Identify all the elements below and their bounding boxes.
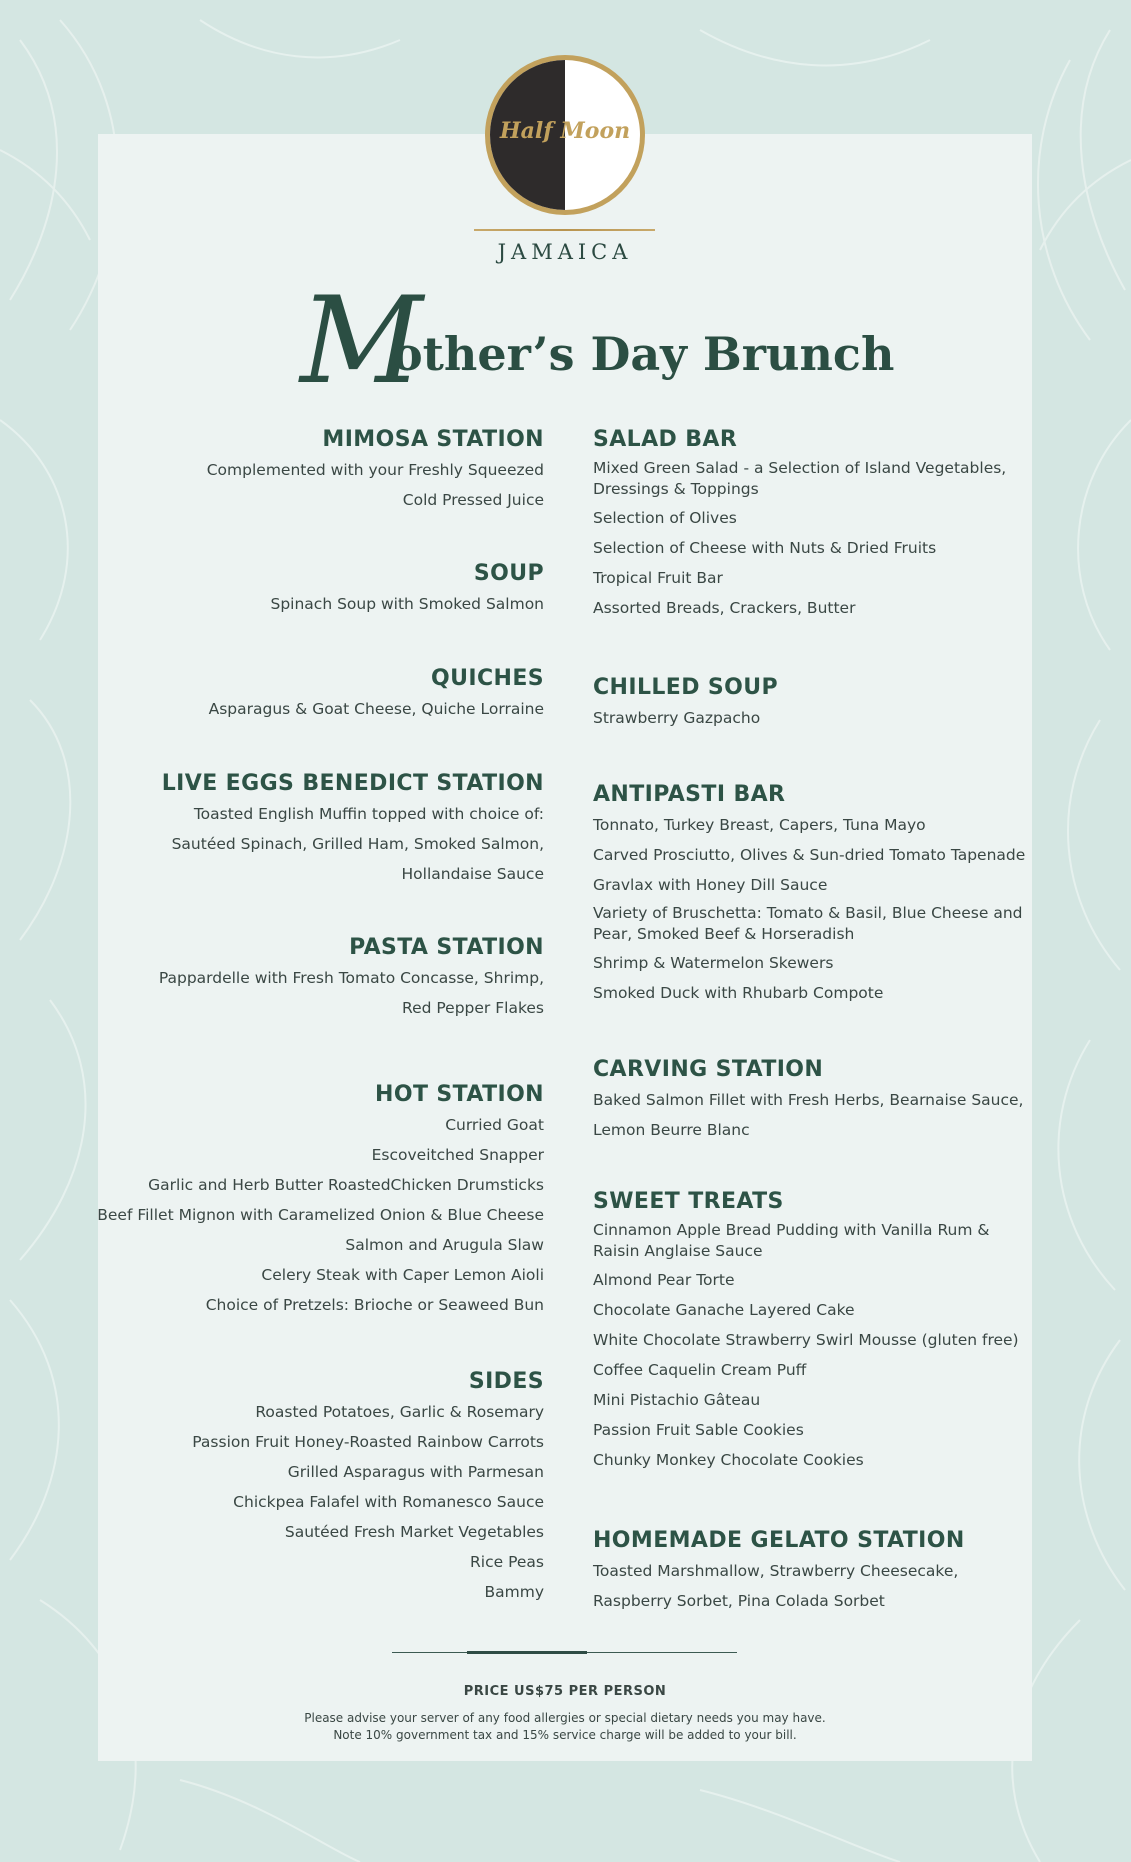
menu-item: Grilled Asparagus with Parmesan — [287, 1463, 544, 1481]
menu-item: Almond Pear Torte — [593, 1271, 735, 1289]
menu-item: Cold Pressed Juice — [402, 491, 544, 509]
section-title: SALAD BAR — [593, 427, 738, 452]
section-sweet-treats — [593, 1188, 1033, 1478]
menu-item: Roasted Potatoes, Garlic & Rosemary — [255, 1403, 544, 1421]
section-soup — [84, 560, 544, 622]
section-quiches — [84, 665, 544, 727]
menu-item: Pappardelle with Fresh Tomato Concasse, Shrimp, — [158, 969, 544, 987]
menu-item: Hollandaise Sauce — [401, 865, 544, 883]
menu-item: Red Pepper Flakes — [402, 999, 544, 1017]
menu-item: Selection of Olives — [593, 509, 737, 527]
section-live-eggs-benedict-station — [84, 770, 544, 892]
menu-item: Smoked Duck with Rhubarb Compote — [593, 984, 884, 1002]
menu-item: Complemented with your Freshly Squeezed — [206, 461, 544, 479]
section-carving-station — [593, 1056, 1033, 1148]
section-title: CHILLED SOUP — [593, 675, 779, 700]
section-title: PASTA STATION — [349, 935, 544, 960]
menu-item: Gravlax with Honey Dill Sauce — [593, 876, 828, 894]
section-pasta-station — [84, 934, 544, 1026]
menu-item: Raspberry Sorbet, Pina Colada Sorbet — [593, 1592, 885, 1610]
menu-item: Chunky Monkey Chocolate Cookies — [593, 1451, 864, 1469]
section-title: SOUP — [473, 561, 544, 586]
menu-item: Lemon Beurre Blanc — [593, 1121, 750, 1139]
section-title: QUICHES — [431, 666, 544, 691]
right-column — [593, 0, 1043, 1862]
section-chilled-soup — [593, 674, 1033, 736]
menu-item: Coffee Caquelin Cream Puff — [593, 1361, 807, 1379]
menu-item: Baked Salmon Fillet with Fresh Herbs, Bearnaise Sauce, — [593, 1091, 1024, 1109]
footer-divider-accent — [467, 1651, 587, 1654]
menu-item: Bammy — [484, 1583, 544, 1601]
section-title: ANTIPASTI BAR — [593, 782, 786, 807]
title-script-letter: M — [300, 272, 423, 411]
menu-item: Asparagus & Goat Cheese, Quiche Lorraine — [208, 700, 544, 718]
menu-item: Tropical Fruit Bar — [593, 569, 723, 587]
section-hot-station — [74, 1081, 544, 1323]
menu-item: Mixed Green Salad - a Selection of Island Vegetables, Dressings & Toppings — [593, 459, 1007, 498]
menu-item: Selection of Cheese with Nuts & Dried Fruits — [593, 539, 937, 557]
menu-item: Chickpea Falafel with Romanesco Sauce — [233, 1493, 544, 1511]
section-title: HOMEMADE GELATO STATION — [593, 1528, 965, 1553]
menu-item: Carved Prosciutto, Olives & Sun-dried Tomato Tapenade — [593, 846, 1026, 864]
menu-item: Rice Peas — [470, 1553, 544, 1571]
menu-item: Passion Fruit Sable Cookies — [593, 1421, 804, 1439]
menu-item: Escoveitched Snapper — [371, 1146, 544, 1164]
price-label: PRICE US$75 PER PERSON — [463, 1684, 667, 1699]
menu-item: Assorted Breads, Crackers, Butter — [593, 599, 856, 617]
menu-item: Toasted Marshmallow, Strawberry Cheesecake, — [593, 1562, 959, 1580]
menu-item: Celery Steak with Caper Lemon Aioli — [261, 1266, 544, 1284]
menu-item: Beef Fillet Mignon with Caramelized Onion & Blue Cheese — [97, 1206, 544, 1224]
menu-item: White Chocolate Strawberry Swirl Mousse (gluten free) — [593, 1331, 1019, 1349]
section-antipasti-bar — [593, 781, 1033, 1011]
menu-item: Tonnato, Turkey Breast, Capers, Tuna Mayo — [593, 816, 926, 834]
section-salad-bar — [593, 426, 1033, 626]
menu-item: Sautéed Fresh Market Vegetables — [284, 1523, 544, 1541]
logo-text: Half Moon — [499, 118, 631, 144]
section-title: HOT STATION — [375, 1082, 544, 1107]
section-sides — [84, 1368, 544, 1610]
section-title: CARVING STATION — [593, 1057, 824, 1082]
menu-item: Curried Goat — [445, 1116, 544, 1134]
menu-item: Chocolate Ganache Layered Cake — [593, 1301, 855, 1319]
allergy-note: Please advise your server of any food allergies or special dietary needs you may have. — [304, 1711, 826, 1725]
tax-note: Note 10% government tax and 15% service charge will be added to your bill. — [333, 1728, 797, 1742]
section-title: LIVE EGGS BENEDICT STATION — [161, 771, 544, 796]
menu-item: Spinach Soup with Smoked Salmon — [270, 595, 544, 613]
title-text: other’s Day Brunch — [392, 327, 895, 381]
menu-item: Sautéed Spinach, Grilled Ham, Smoked Salmon, — [171, 835, 544, 853]
menu-item: Strawberry Gazpacho — [593, 709, 761, 727]
menu-item: Passion Fruit Honey-Roasted Rainbow Carrots — [192, 1433, 544, 1451]
section-title: MIMOSA STATION — [322, 427, 544, 452]
location-label: JAMAICA — [497, 240, 633, 264]
left-column — [84, 0, 544, 1862]
menu-item: Variety of Bruschetta: Tomato & Basil, Blue Cheese and Pear, Smoked Beef & Horseradish — [593, 904, 1023, 943]
section-mimosa-station — [84, 426, 544, 518]
menu-item: Toasted English Muffin topped with choice of: — [193, 805, 544, 823]
section-homemade-gelato-station — [593, 1527, 1033, 1619]
section-title: SWEET TREATS — [593, 1189, 784, 1214]
menu-item: Salmon and Arugula Slaw — [345, 1236, 544, 1254]
menu-item: Garlic and Herb Butter RoastedChicken Drumsticks — [148, 1176, 544, 1194]
menu-item: Shrimp & Watermelon Skewers — [593, 954, 834, 972]
section-title: SIDES — [468, 1369, 544, 1394]
menu-item: Cinnamon Apple Bread Pudding with Vanilla Rum & Raisin Anglaise Sauce — [593, 1221, 990, 1260]
menu-item: Mini Pistachio Gâteau — [593, 1391, 761, 1409]
menu-item: Choice of Pretzels: Brioche or Seaweed Bun — [205, 1296, 544, 1314]
